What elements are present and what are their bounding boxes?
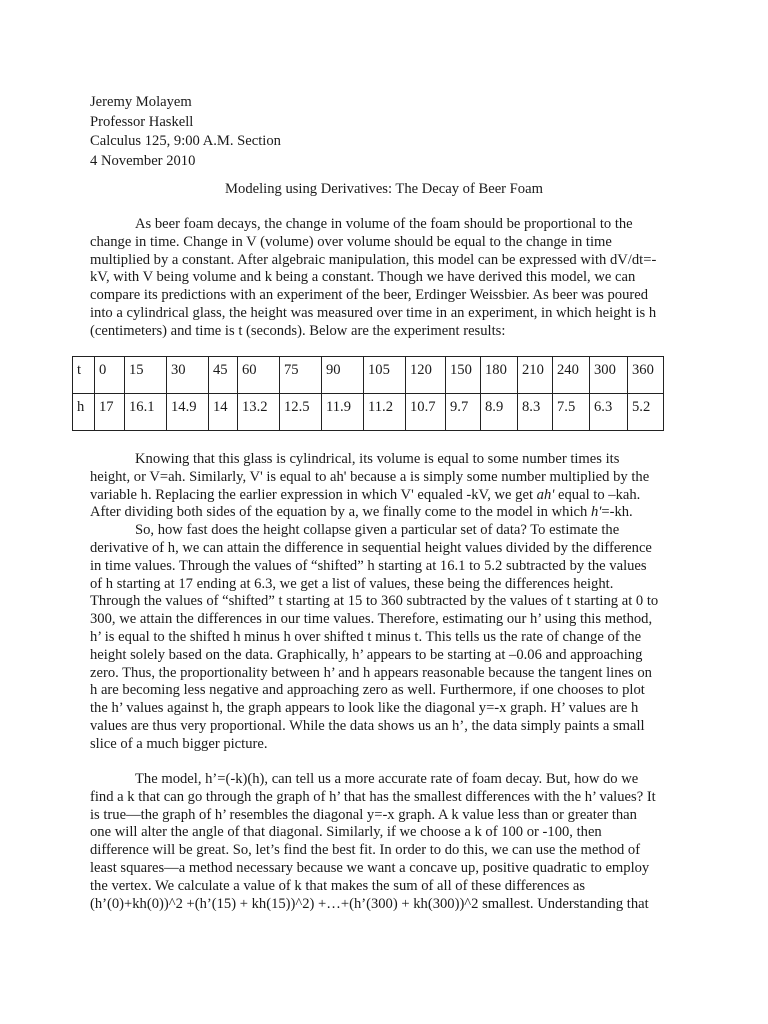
table-cell: 13.2	[238, 394, 280, 431]
table-cell: 5.2	[628, 394, 664, 431]
text-line: As beer foam decays, the change in volume of the foam should be proportional to the	[135, 216, 633, 232]
text-line: 300, we attain the differences in our time values. Therefore, estimating our h’ using this method,	[90, 611, 653, 628]
table-cell: 8.3	[518, 394, 553, 431]
table-cell: 0	[95, 357, 125, 394]
table-cell: 17	[95, 394, 125, 431]
text-line: is true—the graph of h’ resembles the diagonal y=-x graph. A k value less than or greater than	[90, 806, 637, 823]
text-line: the h’ values against h, the graph appears to look like the diagonal y=-x graph. H’ values are h	[90, 700, 639, 717]
header-block	[90, 93, 281, 171]
text-line	[90, 504, 690, 522]
table-cell: 15	[125, 357, 167, 394]
table-cell: 11.2	[364, 394, 406, 431]
text-line: zero. Thus, the proportionality between h’ and h appears reasonable because the tangent lines on	[90, 664, 652, 681]
text-line: height, or V=ah. Similarly, V' is equal to ah' because a is simply some number multiplied by the	[90, 468, 650, 485]
math-h-prime: h'	[590, 504, 602, 521]
author-name: Jeremy Molayem	[90, 94, 192, 110]
table-cell: 14	[209, 394, 238, 431]
document-title: Modeling using Derivatives: The Decay of Beer Foam	[225, 181, 543, 197]
text-line: values are thus very proportional. While the data shows us an h’, the data simply paints a small	[90, 717, 645, 734]
text-segment: =-kh.	[601, 504, 633, 521]
table-cell: 8.9	[481, 394, 518, 431]
text-line: height solely based on the data. Graphically, h’ appears to be starting at –0.06 and approaching	[90, 646, 643, 663]
table-cell: 240	[553, 357, 590, 394]
paragraph-2	[90, 451, 690, 754]
text-line	[90, 487, 690, 505]
table-cell: 30	[167, 357, 209, 394]
text-line: find a k that can go through the graph of h’ that has the smallest differences with the h’ values? It	[90, 788, 656, 805]
table-cell: 60	[238, 357, 280, 394]
text-line: The model, h’=(-k)(h), can tell us a more accurate rate of foam decay. But, how do we	[135, 771, 639, 787]
text-line: So, how fast does the height collapse given a particular set of data? To estimate the	[135, 522, 620, 539]
text-line: slice of a much bigger picture.	[90, 735, 268, 752]
text-line: into a cylindrical glass, the height was measured over time in an experiment, in which height is h	[90, 304, 657, 321]
text-line: derivative of h, we can attain the difference in sequential height values divided by the difference	[90, 539, 652, 556]
text-segment: equal to –kah.	[558, 486, 641, 503]
table-cell: 14.9	[167, 394, 209, 431]
table-cell: 210	[518, 357, 553, 394]
table-cell: 180	[481, 357, 518, 394]
table-row-t	[73, 357, 664, 394]
text-line: (centimeters) and time is t (seconds). Below are the experiment results:	[90, 322, 506, 339]
text-segment: After dividing both sides of the equation by a, we finally come to the model in which	[90, 504, 588, 521]
date: 4 November 2010	[90, 152, 196, 169]
table-cell: 360	[628, 357, 664, 394]
table-cell: 12.5	[280, 394, 322, 431]
paragraph-1	[90, 216, 690, 341]
text-line: compare its predictions with an experiment of the beer, Erdinger Weissbier. As beer was poured	[90, 287, 649, 304]
text-line: multiplied by a constant. After algebraic manipulation, this model can be expressed with dV/dt=-	[90, 251, 657, 268]
experiment-table	[72, 356, 664, 431]
table-cell: 11.9	[322, 394, 364, 431]
row-label-t: t	[73, 357, 95, 394]
paragraph-3	[90, 771, 690, 913]
text-line: the vertex. We calculate a value of k that makes the sum of all of these differences as	[90, 877, 586, 894]
table-cell: 6.3	[590, 394, 628, 431]
table-cell: 105	[364, 357, 406, 394]
table-cell: 45	[209, 357, 238, 394]
text-line: kV, with V being volume and k being a constant. Though we have derived this model, we can	[90, 269, 636, 286]
text-line: (h’(0)+kh(0))^2 +(h’(15) + kh(15))^2) +…+(h’(300) + kh(300))^2 smallest. Understanding that	[90, 895, 649, 912]
table-cell: 7.5	[553, 394, 590, 431]
text-line: in time values. Through the values of “shifted” h starting at 16.1 to 5.2 subtracted by the values	[90, 557, 647, 574]
professor-name: Professor Haskell	[90, 113, 194, 130]
text-line: change in time. Change in V (volume) over volume should be equal to the change in time	[90, 233, 612, 250]
math-ah-prime: ah'	[536, 486, 555, 503]
table-cell: 120	[406, 357, 446, 394]
text-segment: variable h. Replacing the earlier expression in which V' equaled -kV, we get	[90, 486, 533, 503]
text-line: Knowing that this glass is cylindrical, its volume is equal to some number times its	[135, 451, 620, 467]
row-label-h: h	[73, 394, 95, 431]
table-cell: 90	[322, 357, 364, 394]
text-line: Through the values of “shifted” t starting at 15 to 360 subtracted by the values of t starting at 0 to	[90, 593, 659, 610]
text-line: h are becoming less negative and approaching zero as well. Furthermore, if one chooses to plot	[90, 682, 645, 699]
table-cell: 300	[590, 357, 628, 394]
text-line: of h starting at 17 ending at 6.3, we get a list of values, these being the differences height.	[90, 575, 614, 592]
table-cell: 9.7	[446, 394, 481, 431]
table-cell: 75	[280, 357, 322, 394]
table-cell: 10.7	[406, 394, 446, 431]
text-line: difference will be great. So, let’s find the best fit. In order to do this, we can use the method of	[90, 842, 641, 859]
table-cell: 16.1	[125, 394, 167, 431]
course-info: Calculus 125, 9:00 A.M. Section	[90, 133, 281, 149]
table-row-h	[73, 394, 664, 431]
text-line: least squares—a method necessary because we want a concave up, positive quadratic to employ	[90, 859, 650, 876]
table-cell: 150	[446, 357, 481, 394]
text-line: one will alter the angle of that diagonal. Similarly, if we choose a k of 100 or -100, then	[90, 824, 602, 841]
text-line: h’ is equal to the shifted h minus h over shifted t minus t. This tells us the rate of change of the	[90, 628, 642, 645]
